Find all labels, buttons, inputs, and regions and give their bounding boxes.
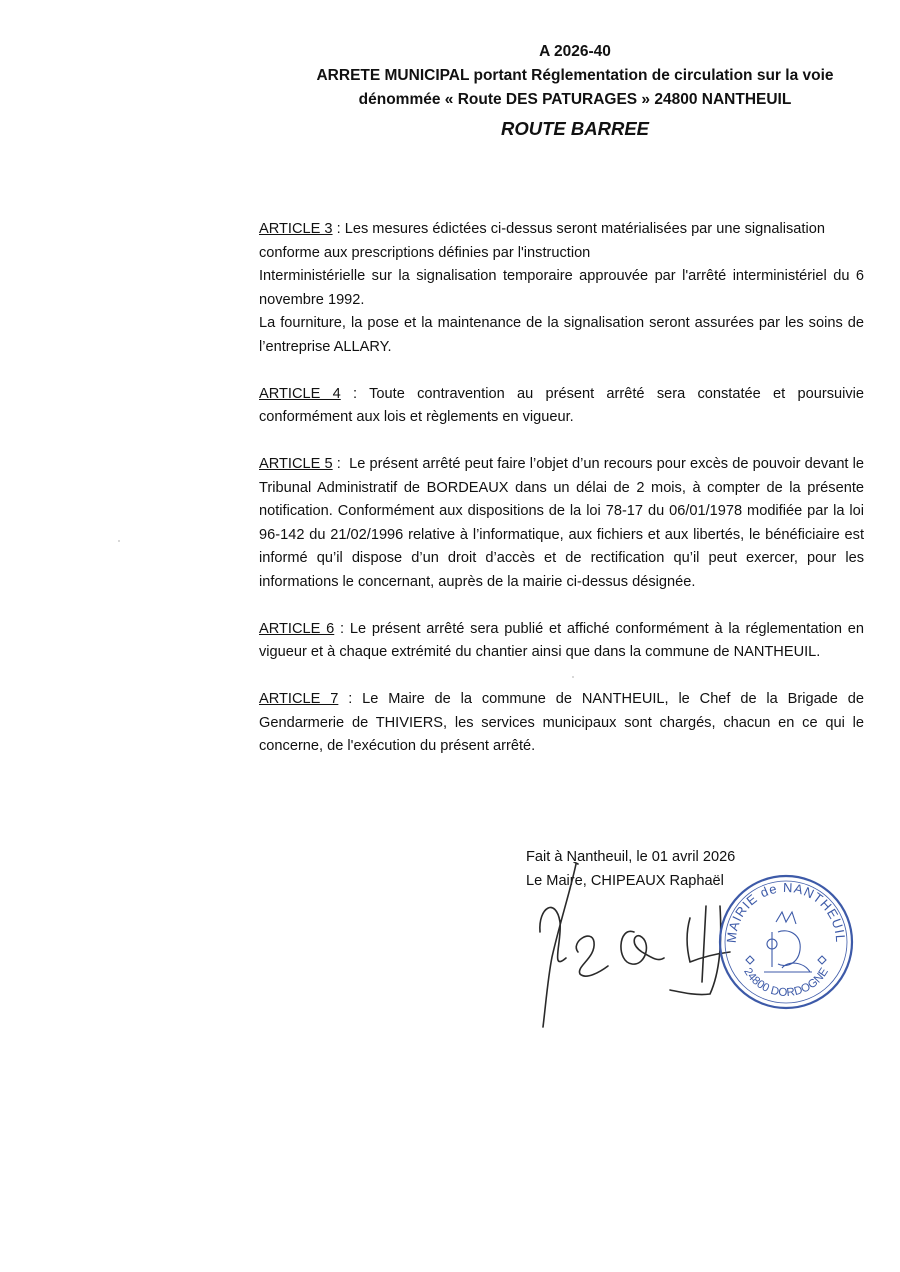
scan-speck xyxy=(118,540,120,542)
article-text: Toute contravention au présent arrêté sera constatée et poursuivie conformément aux lois et règlements en vigueur. xyxy=(259,385,865,425)
article-6: ARTICLE 6 : Le présent arrêté sera publié et affiché conformément à la réglementation en vigueur et à chaque extrémité du chantier ainsi que dans la commune de NANTHEUIL. xyxy=(259,620,864,660)
stamp-top-text: MAIRIE de NANTHEUIL xyxy=(723,879,849,944)
article-7: ARTICLE 7 : Le Maire de la commune de NANTHEUIL, le Chef de la Brigade de Gendarmerie de THIVIERS, les services municipaux sont chargés, chacun en ce qui le concerne, de l'exécution du présent arrêté. xyxy=(259,691,865,754)
articles-section xyxy=(259,218,864,782)
article-5: ARTICLE 5 : Le présent arrêté peut faire l’objet d’un recours pour excès de pouvoir devant le Tribunal Administratif de BORDEAUX dans un délai de 2 mois, à compter de la présente notification. Conformément aux dispositions de la loi 78-17 du 06/01/1978 modifiée par la loi 96-142 du 21/02/1996 relative à l’informatique, aux fichiers et aux libertés, le bénéficiaire est informé qu’il dispose d’un droit d’accès et de rectification qu’il peut exercer, pour les informations le concernant, auprès de la mairie ci-dessus désignée. xyxy=(259,456,864,590)
article-label: ARTICLE 7 xyxy=(259,691,339,707)
article-label: ARTICLE 6 xyxy=(259,620,335,637)
decree-title-line-2: dénommée « Route DES PATURAGES » 24800 NANTHEUIL xyxy=(358,91,792,108)
svg-text:MAIRIE de NANTHEUIL xyxy=(724,880,848,944)
stamp-emblem-icon xyxy=(746,912,826,972)
scan-speck xyxy=(572,676,574,678)
article-4: ARTICLE 4 : Toute contravention au présent arrêté sera constatée et poursuivie conformément aux lois et règlements en vigueur. xyxy=(259,385,865,425)
stamp-bottom-text: 24800 DORDOGNE xyxy=(741,966,831,1000)
article-text: Interministérielle sur la signalisation temporaire approuvée par l'arrêté interministériel du 6 novembre 1992. xyxy=(259,268,864,308)
article-text: Le Maire de la commune de NANTHEUIL, le Chef de la Brigade de Gendarmerie de THIVIERS, les services municipaux sont chargés, chacun en ce qui le concerne, de l'exécution du présent arrêté. xyxy=(259,691,865,754)
article-3-first-line: ARTICLE 3 : Les mesures édictées ci-dessus seront matérialisées par une signalisation conforme aux prescriptions définies par l'instruction xyxy=(259,221,825,261)
article-label: ARTICLE 4 xyxy=(259,385,341,402)
decree-title-line-1: ARRETE MUNICIPAL portant Réglementation de circulation sur la voie xyxy=(316,67,834,84)
place-and-date: Fait à Nantheuil, le 01 avril 2026 xyxy=(526,849,736,865)
article-text: Le présent arrêté sera publié et affiché conformément à la réglementation en vigueur et à chaque extrémité du chantier ainsi que dans la commune de NANTHEUIL. xyxy=(259,620,864,660)
decree-subtitle: ROUTE BARREE xyxy=(500,118,649,139)
article-label: ARTICLE 3 xyxy=(259,221,333,237)
decree-reference: A 2026-40 xyxy=(539,43,611,60)
signatory-name: Le Maire, CHIPEAUX Raphaël xyxy=(526,872,724,889)
article-text: La fourniture, la pose et la maintenance de la signalisation seront assurées par les soins de l’entreprise ALLARY. xyxy=(259,315,864,355)
article-label: ARTICLE 5 xyxy=(259,456,333,472)
municipal-stamp xyxy=(716,872,856,1012)
document-header xyxy=(250,40,900,142)
article-text: Le présent arrêté peut faire l’objet d’un recours pour excès de pouvoir devant le Tribunal Administratif de BORDEAUX dans un délai de 2 mois, à compter de la présente notification. Conformément aux dispositions de la loi 78-17 du 06/01/1978 modifiée par la loi 96-142 du 21/02/1996 relative à l’informatique, aux fichiers et aux libertés, le bénéficiaire est informé qu’il dispose d’un droit d’accès et de rectification qu’il peut exercer, pour les informations le concernant, auprès de la mairie ci-dessus désignée. xyxy=(259,456,864,590)
article-text: Les mesures édictées ci-dessus seront matérialisées par une signalisation conforme aux prescriptions définies par l'instruction xyxy=(259,221,825,261)
article-3 xyxy=(259,218,864,359)
